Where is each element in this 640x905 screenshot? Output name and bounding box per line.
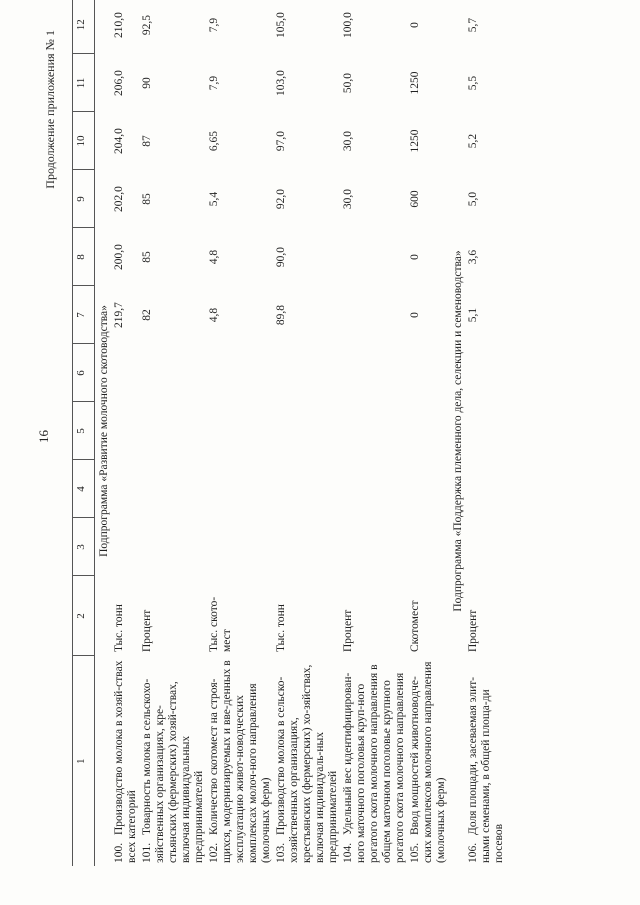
value-cell <box>140 460 207 518</box>
table-row <box>408 0 449 866</box>
value-cell: 5,7 <box>467 17 479 33</box>
row-number: 106. <box>467 842 479 863</box>
col-header: 10 <box>73 112 95 170</box>
row-number: 100. <box>113 842 125 863</box>
indicator-cell <box>140 656 207 866</box>
indicator-name: Доля площади, засеваемая элит-ными семенами, в общей площа-ди посевов <box>467 676 505 863</box>
table-row <box>466 0 507 866</box>
value-cell <box>207 460 274 518</box>
value-cell: 202,0 <box>113 186 125 212</box>
col-header: 11 <box>73 54 95 112</box>
unit-cell: Процент <box>467 609 479 652</box>
indicator-name: Производство молока в сельско-хозяйственных организациях, крестьянских (фермерских) хо-зяйствах, включая индивидуаль-ных предпринимателей <box>275 664 339 863</box>
value-cell: 87 <box>141 135 153 147</box>
value-cell: 89,8 <box>275 304 287 326</box>
subprogram-row <box>449 0 466 866</box>
row-number: 104. <box>342 842 354 863</box>
value-cell: 5,1 <box>467 307 479 323</box>
value-cell: 97,0 <box>275 130 287 152</box>
value-cell <box>341 460 408 518</box>
value-cell: 103,0 <box>275 70 287 96</box>
indicator-name: Ввод мощностей животноводче-ских комплексов молочного направления (молочных ферм) <box>409 661 447 863</box>
value-cell: 1250 <box>409 71 421 95</box>
value-cell <box>408 518 449 576</box>
page-number: 16 <box>36 430 51 443</box>
value-cell: 105,0 <box>275 12 287 38</box>
col-header: 7 <box>73 286 95 344</box>
value-cell <box>207 402 274 460</box>
indicator-cell <box>274 656 341 866</box>
col-header: 6 <box>73 344 95 402</box>
indicator-name: Удельный вес идентифицирован-ного маточного поголовья круп-ного рогатого скота молочного направления в общем маточном поголовье крупного рогатого скота молочного направления <box>342 664 406 863</box>
value-cell: 0 <box>409 254 421 260</box>
subprogram-row <box>95 0 113 866</box>
row-number: 103. <box>275 842 287 863</box>
table-row <box>207 0 274 866</box>
value-cell: 600 <box>409 190 421 208</box>
col-header: 3 <box>73 518 95 576</box>
indicator-name: Количество скотомест на строя-щихся, модернизируемых и вве-денных в эксплуатацию живот-новодческих комплексах молоч-ного направления (молочных ферм) <box>208 660 272 863</box>
value-cell <box>140 344 207 402</box>
value-cell: 100,0 <box>342 12 354 38</box>
table-row <box>274 0 341 866</box>
value-cell <box>466 402 507 460</box>
value-cell: 30,0 <box>342 188 354 210</box>
value-cell: 82 <box>141 309 153 321</box>
value-cell <box>140 518 207 576</box>
value-cell: 204,0 <box>113 128 125 154</box>
value-cell: 4,8 <box>208 249 220 265</box>
indicator-cell <box>112 656 140 866</box>
value-cell: 5,5 <box>467 75 479 91</box>
indicator-name: Производство молока в хозяй-ствах всех категорий <box>113 660 138 863</box>
value-cell: 200,0 <box>113 244 125 270</box>
col-header: 4 <box>73 460 95 518</box>
table-row <box>140 0 207 866</box>
table-row <box>341 0 408 866</box>
appendix-label: Продолжение приложения № 1 <box>43 30 57 189</box>
value-cell: 85 <box>141 251 153 263</box>
value-cell: 92,0 <box>275 188 287 210</box>
indicator-cell <box>408 656 449 866</box>
value-cell <box>112 518 140 576</box>
value-cell <box>140 402 207 460</box>
value-cell: 210,0 <box>113 12 125 38</box>
value-cell: 0 <box>409 312 421 318</box>
value-cell: 0 <box>409 22 421 28</box>
value-cell <box>341 402 408 460</box>
unit-cell: Процент <box>141 609 153 652</box>
value-cell: 30,0 <box>342 130 354 152</box>
col-header: 8 <box>73 228 95 286</box>
indicator-table <box>72 0 507 866</box>
value-cell: 5,4 <box>208 191 220 207</box>
row-number: 101. <box>141 842 153 863</box>
subprogram-title: Подпрограмма «Развитие молочного скотоводства» <box>98 305 110 557</box>
value-cell: 5,2 <box>467 133 479 149</box>
unit-cell: Тыс. тонн <box>113 604 125 652</box>
value-cell <box>112 344 140 402</box>
value-cell <box>466 518 507 576</box>
col-header: 9 <box>73 170 95 228</box>
value-cell: 4,8 <box>208 307 220 323</box>
value-cell <box>341 518 408 576</box>
subprogram-title: Подпрограмма «Поддержка племенного дела, селекции и семеноводства» <box>452 250 464 612</box>
unit-cell: Тыс. тонн <box>275 604 287 652</box>
indicator-cell <box>466 656 507 866</box>
value-cell: 3,6 <box>467 249 479 265</box>
value-cell <box>341 344 408 402</box>
value-cell: 206,0 <box>113 70 125 96</box>
value-cell: 92,5 <box>141 14 153 36</box>
row-number: 105. <box>409 842 421 863</box>
rotated-table-sheet <box>38 12 598 866</box>
value-cell: 1250 <box>409 129 421 153</box>
table-row <box>112 0 140 866</box>
indicator-cell <box>207 656 274 866</box>
value-cell <box>274 518 341 576</box>
value-cell <box>466 344 507 402</box>
value-cell <box>408 402 449 460</box>
unit-cell: Скотомест <box>409 600 421 652</box>
value-cell: 85 <box>141 193 153 205</box>
value-cell: 6,65 <box>208 130 220 152</box>
value-cell <box>408 344 449 402</box>
value-cell: 90 <box>141 77 153 89</box>
value-cell: 219,7 <box>113 302 125 328</box>
value-cell: 5,0 <box>467 191 479 207</box>
value-cell <box>274 344 341 402</box>
value-cell <box>274 460 341 518</box>
value-cell <box>466 460 507 518</box>
value-cell <box>274 402 341 460</box>
row-number: 102. <box>208 842 220 863</box>
value-cell <box>112 402 140 460</box>
indicator-cell <box>341 656 408 866</box>
value-cell <box>341 286 408 344</box>
value-cell: 7,9 <box>208 75 220 91</box>
indicator-name: Товарность молока в сельскохо-зяйственных организациях, кре-стьянских (фермерских) хозяй-ствах, включая индивидуальных предпринимателей <box>141 678 205 863</box>
value-cell: 90,0 <box>275 246 287 268</box>
value-cell: 50,0 <box>342 72 354 94</box>
value-cell <box>112 460 140 518</box>
value-cell <box>341 228 408 286</box>
value-cell <box>207 518 274 576</box>
value-cell <box>408 460 449 518</box>
col-header: 2 <box>73 576 95 656</box>
column-number-header <box>73 0 95 866</box>
col-header: 12 <box>73 0 95 54</box>
value-cell <box>207 344 274 402</box>
col-header: 1 <box>73 656 95 866</box>
unit-cell: Процент <box>342 609 354 652</box>
value-cell: 7,9 <box>208 17 220 33</box>
unit-cell: Тыс. ското-мест <box>208 596 233 652</box>
col-header: 5 <box>73 402 95 460</box>
